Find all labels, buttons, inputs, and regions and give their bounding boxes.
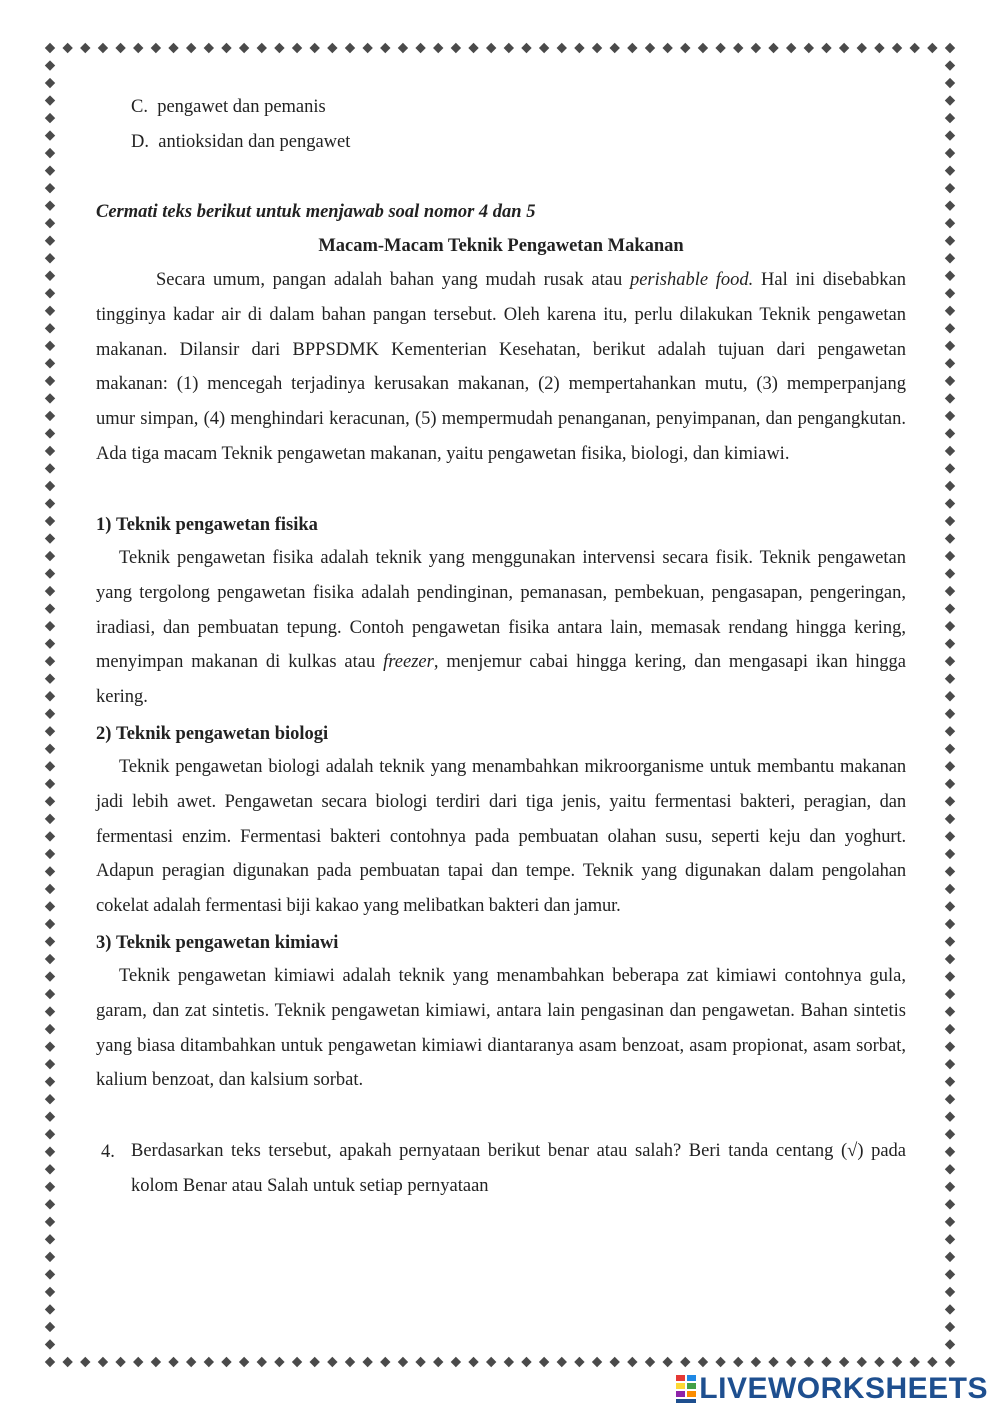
border-diamond <box>45 761 55 771</box>
section-3-heading <box>96 932 338 954</box>
border-diamond <box>821 43 831 53</box>
section-2-title: Teknik pengawetan biologi <box>116 724 329 744</box>
border-diamond <box>751 1357 761 1367</box>
border-diamond <box>945 516 955 526</box>
border-diamond <box>115 43 125 53</box>
border-diamond <box>627 1357 637 1367</box>
border-diamond <box>945 236 955 246</box>
border-diamond <box>945 1129 955 1139</box>
border-diamond <box>45 866 55 876</box>
border-diamond <box>415 43 425 53</box>
border-diamond <box>221 1357 231 1367</box>
section-1-heading <box>96 514 318 536</box>
liveworksheets-logo <box>675 1372 988 1406</box>
border-diamond <box>45 253 55 263</box>
border-diamond <box>274 43 284 53</box>
border-diamond <box>45 148 55 158</box>
border-diamond <box>786 1357 796 1367</box>
border-diamond <box>45 1234 55 1244</box>
option-c-text: pengawet dan pemanis <box>157 97 326 117</box>
question-number: 4. <box>101 1142 115 1162</box>
border-diamond <box>945 691 955 701</box>
border-diamond <box>45 60 55 70</box>
border-diamond <box>98 43 108 53</box>
section-1-title: Teknik pengawetan fisika <box>116 515 318 535</box>
border-diamond <box>45 306 55 316</box>
border-diamond <box>715 43 725 53</box>
border-diamond <box>504 1357 514 1367</box>
border-diamond <box>45 341 55 351</box>
border-diamond <box>45 1112 55 1122</box>
border-diamond <box>45 516 55 526</box>
border-diamond <box>945 60 955 70</box>
border-diamond <box>839 43 849 53</box>
border-diamond <box>592 1357 602 1367</box>
border-diamond <box>945 183 955 193</box>
border-diamond <box>945 130 955 140</box>
border-diamond <box>945 200 955 210</box>
border-diamond <box>45 603 55 613</box>
border-diamond <box>62 43 72 53</box>
border-diamond <box>45 1006 55 1016</box>
border-diamond <box>945 113 955 123</box>
border-diamond <box>945 814 955 824</box>
border-diamond <box>45 901 55 911</box>
border-diamond <box>857 1357 867 1367</box>
border-diamond <box>945 551 955 561</box>
border-diamond <box>45 1129 55 1139</box>
border-diamond <box>945 165 955 175</box>
border-diamond <box>45 43 55 53</box>
border-diamond <box>62 1357 72 1367</box>
border-diamond <box>45 1182 55 1192</box>
article-title: Macam-Macam Teknik Pengawetan Makanan <box>318 236 684 256</box>
border-diamond <box>927 43 937 53</box>
border-diamond <box>45 638 55 648</box>
border-diamond <box>945 638 955 648</box>
border-diamond <box>945 621 955 631</box>
border-diamond <box>557 1357 567 1367</box>
border-diamond <box>945 1024 955 1034</box>
border-diamond <box>945 1094 955 1104</box>
border-diamond <box>362 43 372 53</box>
border-diamond <box>945 218 955 228</box>
border-diamond <box>945 568 955 578</box>
border-diamond <box>945 43 955 53</box>
border-diamond <box>768 43 778 53</box>
border-diamond <box>945 253 955 263</box>
border-diamond <box>45 1287 55 1297</box>
section-2-number: 2) <box>96 724 112 744</box>
border-diamond <box>204 43 214 53</box>
border-diamond <box>45 1339 55 1349</box>
border-diamond <box>133 1357 143 1367</box>
border-diamond <box>839 1357 849 1367</box>
border-diamond <box>945 1322 955 1332</box>
border-diamond <box>504 43 514 53</box>
border-diamond <box>539 1357 549 1367</box>
border-diamond <box>945 78 955 88</box>
border-diamond <box>45 656 55 666</box>
question-text: Berdasarkan teks tersebut, apakah pernyataan berikut benar atau salah? Beri tanda centang (√) pada kolom Benar atau Salah untuk setiap pernyataan <box>131 1141 906 1196</box>
section-1-term: freezer <box>383 652 434 673</box>
border-diamond <box>892 43 902 53</box>
border-diamond <box>804 1357 814 1367</box>
border-diamond <box>45 691 55 701</box>
border-diamond <box>945 1217 955 1227</box>
border-diamond <box>945 709 955 719</box>
border-diamond <box>380 43 390 53</box>
border-diamond <box>680 43 690 53</box>
border-diamond <box>45 1041 55 1051</box>
border-diamond <box>45 323 55 333</box>
border-diamond <box>45 989 55 999</box>
border-diamond <box>945 1112 955 1122</box>
border-diamond <box>45 568 55 578</box>
border-diamond <box>680 1357 690 1367</box>
border-diamond <box>945 586 955 596</box>
border-diamond <box>239 43 249 53</box>
border-diamond <box>45 971 55 981</box>
instruction: Cermati teks berikut untuk menjawab soal nomor 4 dan 5 <box>96 202 536 222</box>
border-diamond <box>945 761 955 771</box>
border-diamond <box>327 43 337 53</box>
border-diamond <box>945 656 955 666</box>
border-diamond <box>451 43 461 53</box>
logo-text: LIVEWORKSHEETS <box>699 1372 988 1405</box>
border-diamond <box>327 1357 337 1367</box>
border-diamond <box>239 1357 249 1367</box>
border-diamond <box>380 1357 390 1367</box>
border-diamond <box>945 849 955 859</box>
border-diamond <box>945 411 955 421</box>
border-diamond <box>45 709 55 719</box>
border-diamond <box>945 1006 955 1016</box>
border-diamond <box>45 1304 55 1314</box>
border-diamond <box>433 43 443 53</box>
border-diamond <box>415 1357 425 1367</box>
border-diamond <box>45 236 55 246</box>
border-diamond <box>345 43 355 53</box>
liveworksheets-logo-icon <box>675 1374 697 1404</box>
border-diamond <box>698 43 708 53</box>
border-diamond <box>945 954 955 964</box>
border-diamond <box>945 744 955 754</box>
border-diamond <box>733 1357 743 1367</box>
border-diamond <box>398 1357 408 1367</box>
border-diamond <box>45 463 55 473</box>
border-diamond <box>45 744 55 754</box>
border-diamond <box>945 148 955 158</box>
border-diamond <box>98 1357 108 1367</box>
border-diamond <box>45 446 55 456</box>
border-diamond <box>945 446 955 456</box>
border-diamond <box>768 1357 778 1367</box>
border-diamond <box>539 43 549 53</box>
option-c <box>131 96 326 118</box>
border-diamond <box>945 1182 955 1192</box>
border-diamond <box>945 866 955 876</box>
border-diamond <box>715 1357 725 1367</box>
border-diamond <box>945 1234 955 1244</box>
border-diamond <box>168 1357 178 1367</box>
border-diamond <box>204 1357 214 1367</box>
border-diamond <box>945 428 955 438</box>
border-diamond <box>910 1357 920 1367</box>
border-diamond <box>945 1304 955 1314</box>
border-diamond <box>398 43 408 53</box>
border-diamond <box>221 43 231 53</box>
border-diamond <box>945 1164 955 1174</box>
border-diamond <box>45 726 55 736</box>
border-diamond <box>45 288 55 298</box>
border-diamond <box>45 78 55 88</box>
border-diamond <box>804 43 814 53</box>
section-3-body: Teknik pengawetan kimiawi adalah teknik yang menambahkan beberapa zat kimiawi contohnya gula, garam, dan zat sintetis. Teknik pengawetan kimiawi, antara lain pengasinan dan pengawetan. Bahan sintetis yang biasa ditambahkan untuk pengawetan kimiawi diantaranya asam benzoat, asam propionat, asam sorbat, kalium benzoat, dan kalsium sorbat. <box>96 966 906 1091</box>
border-diamond <box>45 95 55 105</box>
border-diamond <box>310 43 320 53</box>
border-diamond <box>45 1357 55 1367</box>
border-diamond <box>45 411 55 421</box>
border-diamond <box>45 1217 55 1227</box>
section-2-heading <box>96 723 328 745</box>
border-diamond <box>362 1357 372 1367</box>
border-diamond <box>945 1252 955 1262</box>
border-diamond <box>45 1322 55 1332</box>
border-diamond <box>80 1357 90 1367</box>
border-diamond <box>45 481 55 491</box>
border-diamond <box>945 1287 955 1297</box>
border-diamond <box>433 1357 443 1367</box>
border-diamond <box>945 603 955 613</box>
border-diamond <box>945 919 955 929</box>
border-diamond <box>292 1357 302 1367</box>
border-diamond <box>45 376 55 386</box>
border-diamond <box>45 1059 55 1069</box>
border-diamond <box>45 1199 55 1209</box>
border-diamond <box>698 1357 708 1367</box>
border-diamond <box>345 1357 355 1367</box>
section-1-body-a: Teknik pengawetan fisika adalah teknik yang menggunakan intervensi secara fisik. Teknik pengawetan yang tergolong pengawetan fisika adalah pendinginan, pemanasan, pembekuan, pengasapan, pengeringan, iradiasi, dan pembuatan tepung. Contoh pengawetan fisika antara lain, memasak rendang hingga kering, menyimpan makanan di kulkas atau <box>96 548 906 673</box>
border-diamond <box>945 323 955 333</box>
border-diamond <box>610 43 620 53</box>
border-diamond <box>257 1357 267 1367</box>
border-diamond <box>945 726 955 736</box>
option-d-text: antioksidan dan pengawet <box>158 132 351 152</box>
intro-term: perishable food. <box>629 270 754 290</box>
border-diamond <box>645 1357 655 1367</box>
border-diamond <box>786 43 796 53</box>
border-diamond <box>945 1339 955 1349</box>
border-diamond <box>945 796 955 806</box>
section-2-body: Teknik pengawetan biologi adalah teknik yang menambahkan mikroorganisme untuk membantu makanan jadi lebih awet. Pengawetan secara biologi terdiri dari tiga jenis, yaitu fermentasi bakteri, peragian, dan fermentasi enzim. Fermentasi bakteri contohnya pada pembuatan olahan susu, seperti keju dan yoghurt. Adapun peragian digunakan pada pembuatan tapai dan tempe. Teknik yang digunakan dalam pengolahan cokelat adalah fermentasi biji kakao yang melibatkan bakteri dan jamur. <box>96 757 906 917</box>
border-diamond <box>945 989 955 999</box>
border-diamond <box>857 43 867 53</box>
border-diamond <box>45 1094 55 1104</box>
border-diamond <box>45 884 55 894</box>
intro-paragraph <box>96 263 906 472</box>
border-diamond <box>80 43 90 53</box>
border-diamond <box>521 43 531 53</box>
border-diamond <box>945 1199 955 1209</box>
border-diamond <box>151 43 161 53</box>
border-diamond <box>45 1076 55 1086</box>
border-diamond <box>45 428 55 438</box>
intro-rest: Hal ini disebabkan tingginya kadar air di dalam bahan pangan tersebut. Oleh karena itu, perlu dilakukan Teknik pengawetan makanan. Dilansir dari BPPSDMK Kementerian Kesehatan, berikut adalah tujuan dari pengawetan makanan: (1) mencegah terjadinya kerusakan makanan, (2) mempertahankan mutu, (3) memperpanjang umur simpan, (4) menghindari keracunan, (5) mempermudah penanganan, penyimpanan, dan pengangkutan. Ada tiga macam Teknik pengawetan makanan, yaitu pengawetan fisika, biologi, dan kimiawi. <box>96 270 906 464</box>
border-diamond <box>45 200 55 210</box>
border-diamond <box>874 1357 884 1367</box>
border-diamond <box>557 43 567 53</box>
border-diamond <box>645 43 655 53</box>
border-diamond <box>945 393 955 403</box>
border-diamond <box>45 165 55 175</box>
border-diamond <box>821 1357 831 1367</box>
option-c-letter: C. <box>131 97 148 117</box>
border-diamond <box>151 1357 161 1367</box>
border-diamond <box>627 43 637 53</box>
border-diamond <box>45 814 55 824</box>
border-diamond <box>521 1357 531 1367</box>
border-diamond <box>592 43 602 53</box>
section-1-body <box>96 541 906 715</box>
border-diamond <box>45 551 55 561</box>
border-diamond <box>133 43 143 53</box>
border-diamond <box>45 831 55 841</box>
border-diamond <box>45 1147 55 1157</box>
border-diamond <box>945 884 955 894</box>
border-diamond <box>45 271 55 281</box>
border-diamond <box>945 1041 955 1051</box>
border-diamond <box>45 674 55 684</box>
border-diamond <box>945 1147 955 1157</box>
border-diamond <box>45 621 55 631</box>
border-diamond <box>874 43 884 53</box>
border-diamond <box>945 481 955 491</box>
border-diamond <box>257 43 267 53</box>
border-diamond <box>662 43 672 53</box>
border-diamond <box>945 901 955 911</box>
border-diamond <box>945 306 955 316</box>
border-diamond <box>574 1357 584 1367</box>
border-diamond <box>45 183 55 193</box>
border-diamond <box>45 779 55 789</box>
border-diamond <box>486 43 496 53</box>
border-diamond <box>274 1357 284 1367</box>
border-diamond <box>945 271 955 281</box>
border-diamond <box>486 1357 496 1367</box>
border-diamond <box>186 43 196 53</box>
border-diamond <box>662 1357 672 1367</box>
border-diamond <box>468 1357 478 1367</box>
border-diamond <box>45 1269 55 1279</box>
border-diamond <box>45 849 55 859</box>
border-diamond <box>751 43 761 53</box>
border-diamond <box>945 533 955 543</box>
border-diamond <box>945 341 955 351</box>
border-diamond <box>45 218 55 228</box>
border-diamond <box>45 1024 55 1034</box>
border-diamond <box>45 1252 55 1262</box>
border-diamond <box>45 393 55 403</box>
border-diamond <box>574 43 584 53</box>
border-diamond <box>168 43 178 53</box>
border-diamond <box>945 831 955 841</box>
border-diamond <box>45 113 55 123</box>
border-diamond <box>945 1357 955 1367</box>
border-diamond <box>945 779 955 789</box>
border-diamond <box>945 95 955 105</box>
border-diamond <box>945 498 955 508</box>
border-diamond <box>45 358 55 368</box>
border-diamond <box>945 971 955 981</box>
border-diamond <box>945 936 955 946</box>
border-diamond <box>945 288 955 298</box>
border-diamond <box>945 1076 955 1086</box>
border-diamond <box>45 498 55 508</box>
border-diamond <box>733 43 743 53</box>
border-diamond <box>945 674 955 684</box>
border-diamond <box>892 1357 902 1367</box>
section-3-number: 3) <box>96 933 112 953</box>
border-diamond <box>945 1059 955 1069</box>
border-diamond <box>610 1357 620 1367</box>
border-diamond <box>945 1269 955 1279</box>
border-diamond <box>45 796 55 806</box>
option-d-letter: D. <box>131 132 149 152</box>
border-diamond <box>468 43 478 53</box>
border-diamond <box>945 463 955 473</box>
border-diamond <box>45 1164 55 1174</box>
border-diamond <box>45 936 55 946</box>
border-diamond <box>45 533 55 543</box>
border-diamond <box>945 376 955 386</box>
border-diamond <box>910 43 920 53</box>
border-diamond <box>927 1357 937 1367</box>
border-diamond <box>45 954 55 964</box>
border-diamond <box>451 1357 461 1367</box>
border-diamond <box>310 1357 320 1367</box>
section-3-title: Teknik pengawetan kimiawi <box>116 933 339 953</box>
option-d <box>131 131 350 153</box>
border-diamond <box>292 43 302 53</box>
border-diamond <box>45 130 55 140</box>
section-1-number: 1) <box>96 515 112 535</box>
intro-lead: Secara umum, pangan adalah bahan yang mudah rusak atau <box>156 270 630 290</box>
border-diamond <box>45 586 55 596</box>
section-1-body-b: , menjemur cabai hingga kering, dan mengasapi ikan hingga kering. <box>96 652 906 708</box>
border-diamond <box>45 919 55 929</box>
border-diamond <box>115 1357 125 1367</box>
border-diamond <box>186 1357 196 1367</box>
border-diamond <box>945 358 955 368</box>
